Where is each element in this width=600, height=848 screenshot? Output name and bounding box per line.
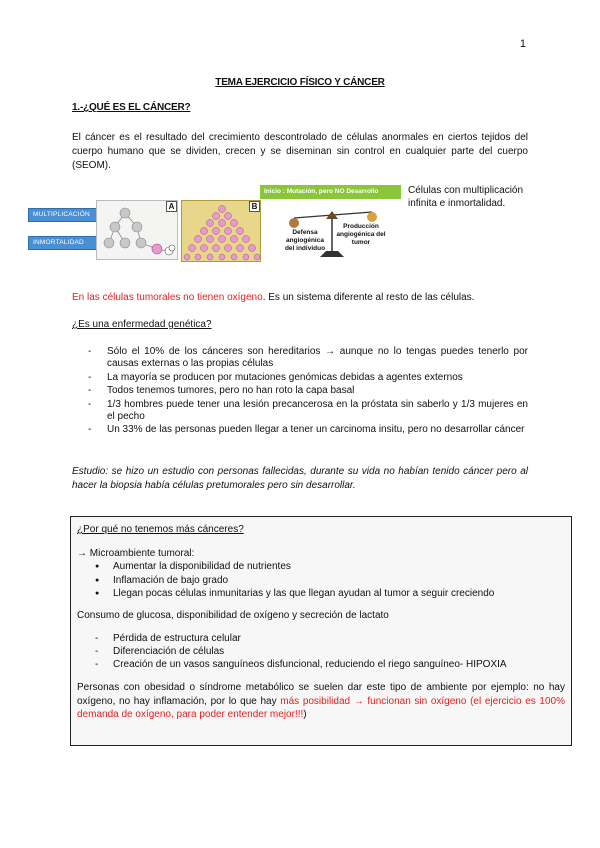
panel-b-letter: B	[251, 202, 258, 211]
balance-figure	[260, 185, 406, 271]
consumo-heading: Consumo de glucosa, disponibilidad de oxígeno y secreción de lactato	[77, 609, 389, 621]
document-title: TEMA EJERCICIO FÍSICO Y CÁNCER	[215, 77, 385, 88]
left-pan-label: Defensa angiogénica del individuo	[284, 229, 326, 252]
panel-a-letter: A	[168, 202, 175, 211]
panel-b	[181, 200, 261, 262]
figure-caption: Células con multiplicación infinita e inmortalidad.	[408, 185, 524, 209]
figure-banner	[260, 185, 401, 199]
oxygen-paragraph	[72, 291, 528, 305]
box-final-paragraph	[77, 681, 565, 722]
right-pan-label: Producción angiogénica del tumor	[336, 223, 386, 246]
oxygen-red-text: En las células tumorales no tienen oxígeno	[72, 292, 263, 303]
study-paragraph: Estudio: se hizo un estudio con personas fallecidas, durante su vida no habían tenido cáncer pero al hacer la biopsia había células pretumorales pero sin desarrollar.	[72, 466, 528, 491]
intro-paragraph: El cáncer es el resultado del crecimiento descontrolado de células anormales en ciertos tejidos del cuerpo humano que se dividen, crecen y se diseminan sin control en cualquier parte del cuerpo (SEOM).	[72, 132, 528, 171]
final-close-text: )	[303, 709, 307, 720]
microenv-list	[95, 560, 565, 601]
figure	[28, 182, 406, 272]
list-item: - 1/3 hombres puede tener una lesión precancerosa en la próstata sin saberlo y 1/3 mujeres en el pecho	[88, 399, 528, 423]
list-item: - Pérdida de estructura celular	[95, 632, 565, 645]
list-item: - Sólo el 10% de los cánceres son hereditarios → aunque no lo tengas puedes tenerlo por causas externas o las propias células	[88, 346, 528, 370]
panel-a	[96, 200, 178, 260]
figure-banner-text: Inicio : Mutación, pero NO Desarrollo	[264, 188, 379, 195]
list-item: - Todos tenemos tumores, pero no han roto la capa basal	[88, 385, 528, 397]
final-red-text-1: más posibilidad → funcionan sin oxígeno (	[280, 695, 474, 707]
panel-a-label	[166, 201, 177, 212]
oxygen-rest-text: . Es un sistema diferente al resto de las células.	[262, 292, 475, 303]
label-multiplicacion-text: MULTIPLICACIÓN	[33, 211, 90, 218]
box-question: ¿Por qué no tenemos más cánceres?	[77, 524, 244, 535]
consumo-list	[95, 632, 565, 671]
list-item: ● Inflamación de bajo grado	[95, 574, 565, 588]
list-item: - La mayoría se producen por mutaciones genómicas debidas a agentes externos	[88, 372, 528, 384]
section-heading: 1.-¿QUÉ ES EL CÁNCER?	[72, 102, 191, 113]
list-item: ● Llegan pocas células inmunitarias y las que llegan ayudan al tumor a seguir creciendo	[95, 587, 565, 601]
microenv-heading: → Microambiente tumoral:	[77, 547, 195, 559]
list-item: - Creación de un vasos sanguíneos disfuncional, reduciendo el riego sanguíneo- HIPOXIA	[95, 658, 565, 671]
final-red-text-2: el ejercicio es 100% demanda de oxígeno, para poder entender mejor!!!	[77, 695, 565, 720]
panel-b-label	[249, 201, 260, 212]
list-item: - Un 33% de las personas pueden llegar a tener un carcinoma insitu, pero no desarrollar cáncer	[88, 424, 528, 436]
list-item: - Diferenciación de células	[95, 645, 565, 658]
genetic-question: ¿Es una enfermedad genética?	[72, 319, 212, 330]
final-black-text: Personas con obesidad o síndrome metabólico se suelen dar este tipo de ambiente por ejemplo: no hay oxígeno, no hay inflamación, por lo que hay	[77, 682, 565, 707]
list-item: ● Aumentar la disponibilidad de nutrientes	[95, 560, 565, 574]
label-inmortalidad-text: INMORTALIDAD	[33, 239, 84, 246]
info-box	[70, 516, 572, 746]
label-multiplicacion	[28, 208, 100, 222]
genetic-points-list	[88, 346, 528, 438]
label-inmortalidad	[28, 236, 100, 250]
page-number: 1	[519, 38, 526, 50]
